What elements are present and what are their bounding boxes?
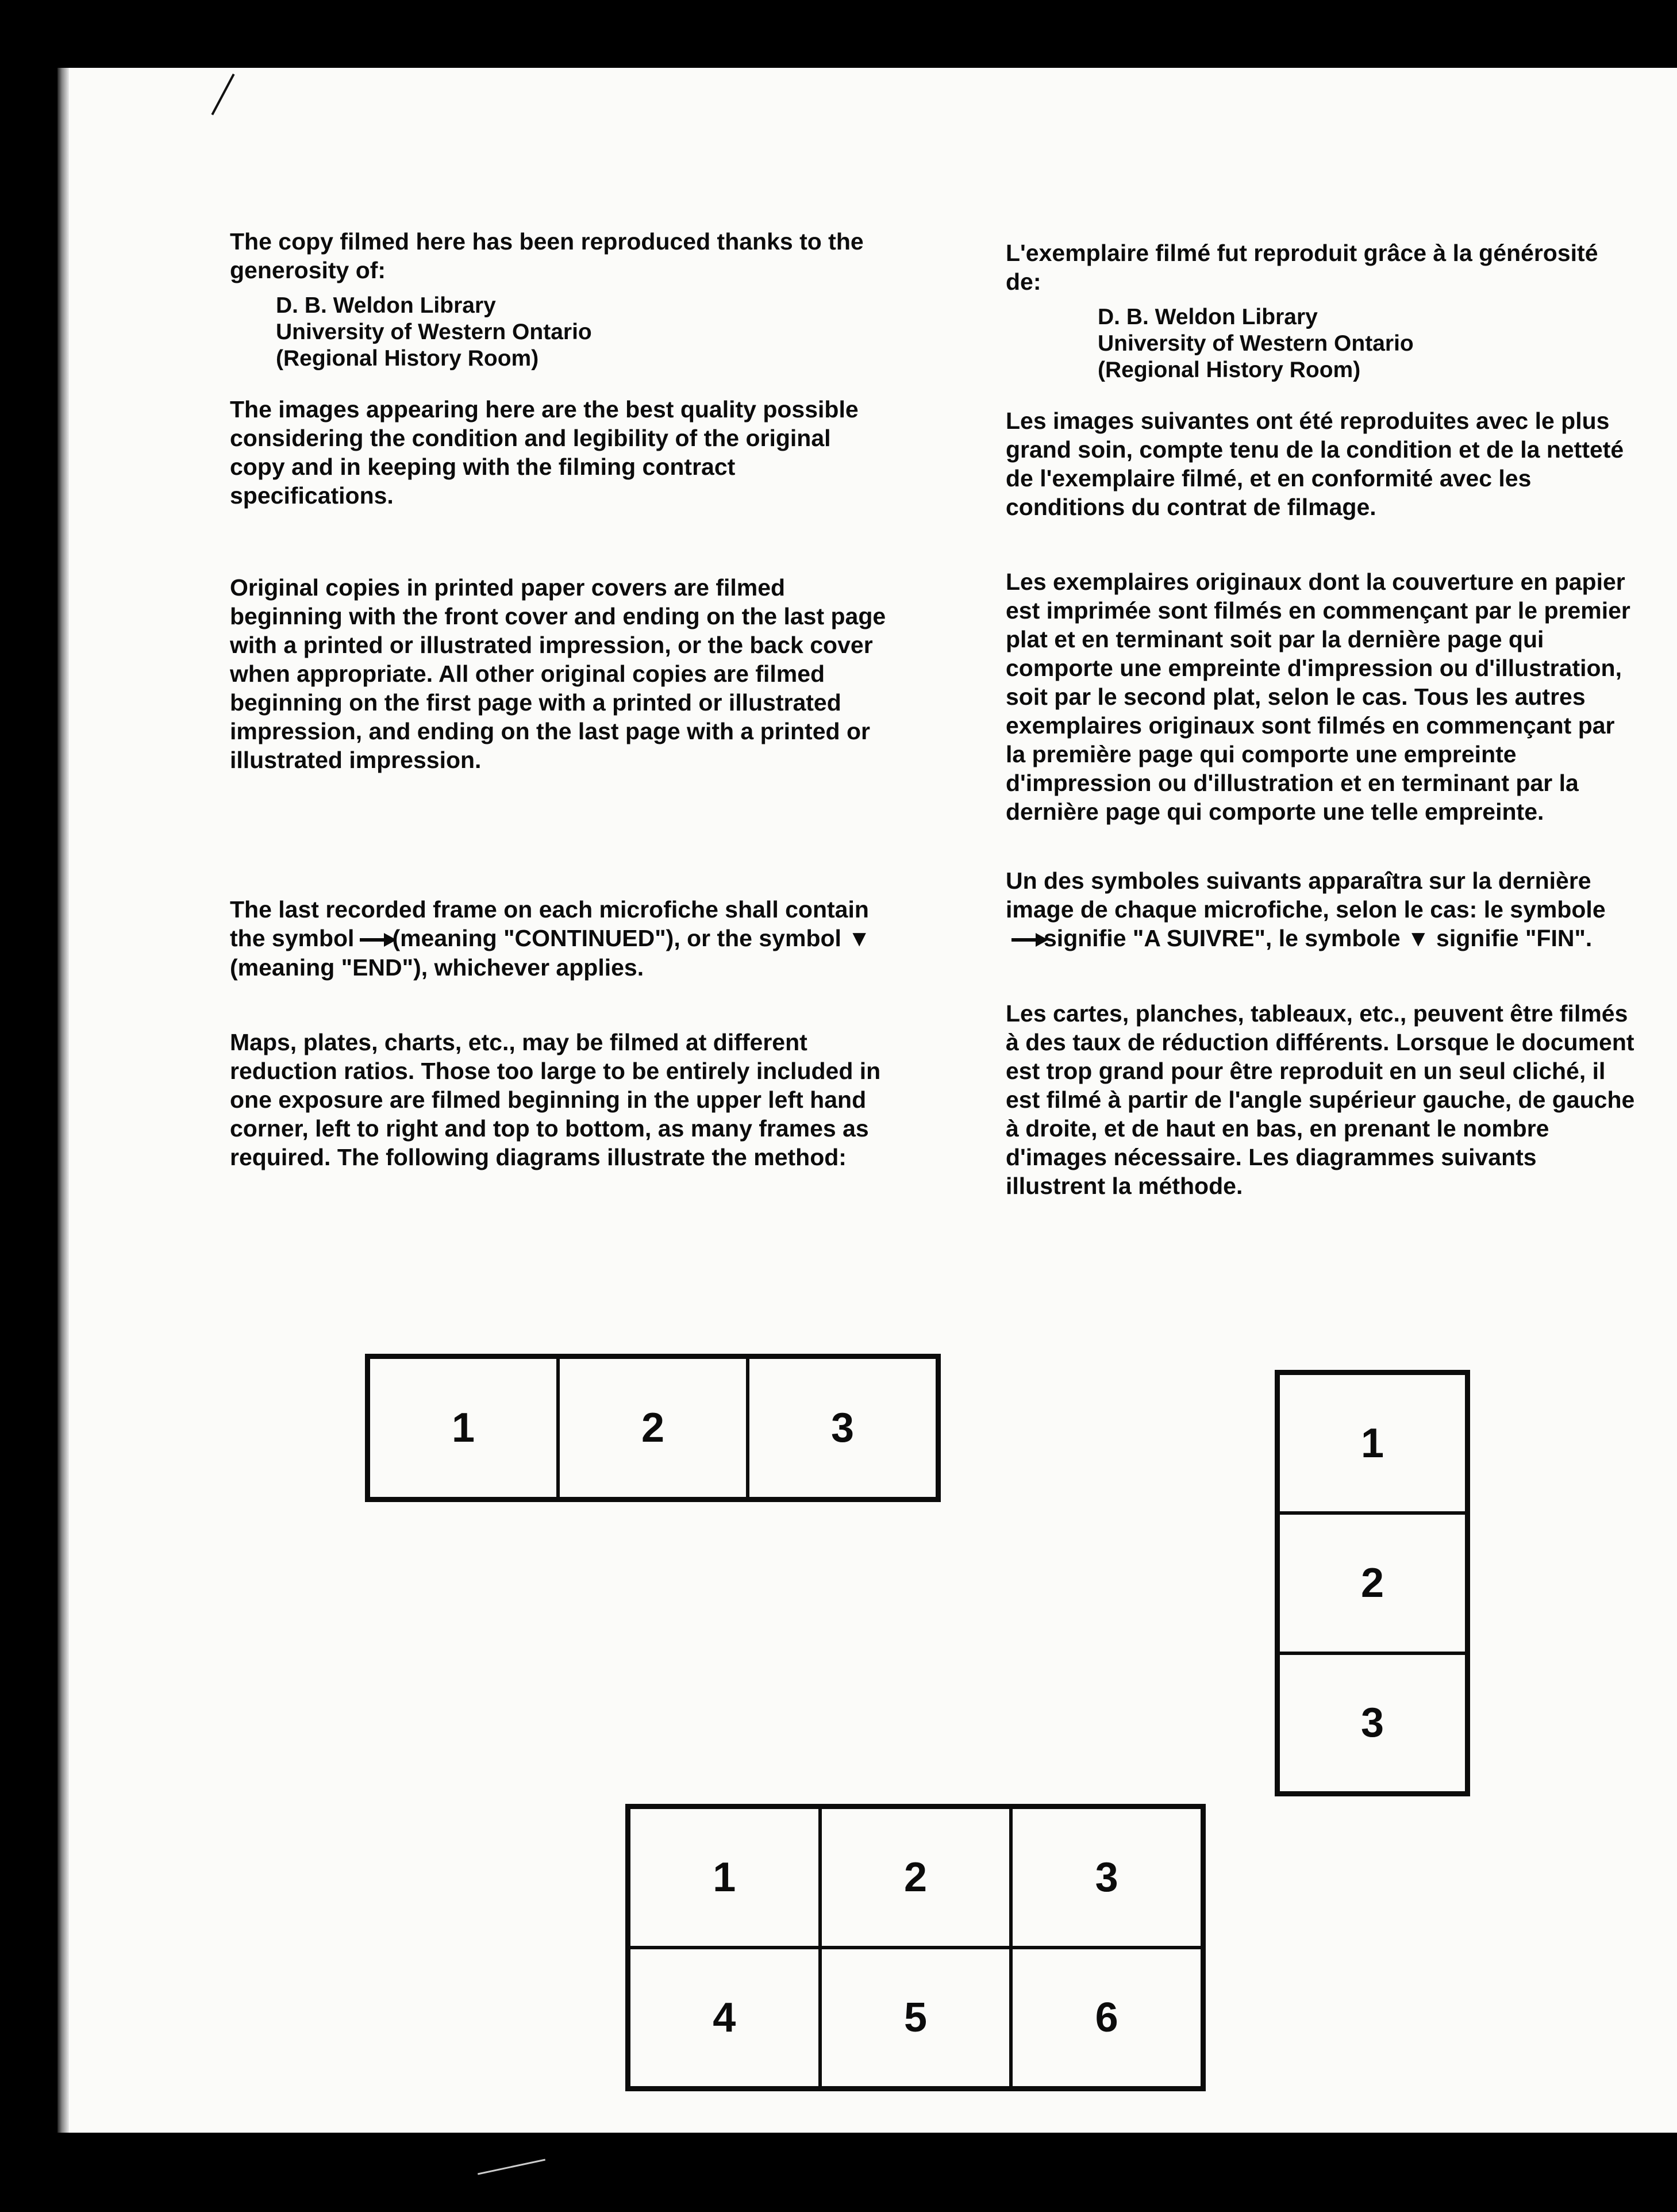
en-symbols-text-b: (meaning "CONTINUED"), or the symbol [392, 925, 841, 951]
diagram-horizontal-frames [365, 1354, 941, 1502]
fr-symbols-text-c: signifie "FIN". [1436, 925, 1593, 951]
en-credit-text: The copy filmed here has been reproduced thanks to the generosity of: [230, 228, 864, 283]
page-fold-shadow [57, 68, 69, 2133]
diagram-vertical-frames [1275, 1370, 1470, 1796]
en-symbols-text-a: The last recorded frame on each microfiche shall contain the symbol [230, 896, 869, 951]
en-originals-paragraph: Original copies in printed paper covers are filmed beginning with the front cover and ending on the last page with a printed or illustrated impression, or the back cover when appropriate. All other original copies are filmed beginning on the first page with a printed or illustrated impression, and ending on the last page with a printed or illustrated impression. [230, 574, 886, 773]
en-maps-paragraph: Maps, plates, charts, etc., may be filmed at different reduction ratios. Those too large to be entirely included in one exposure are filmed beginning in the upper left hand corner, left to right and top to bottom, as many frames as required. The following diagrams illustrate the method: [230, 1029, 881, 1170]
fr-symbols-text-a: Un des symboles suivants apparaîtra sur la dernière image de chaque microfiche, selon le cas: le symbole [1006, 867, 1606, 923]
fr-library-name: D. B. Weldon Library [1098, 305, 1318, 329]
end-triangle-icon: ▼ [1407, 926, 1430, 951]
fr-library-university: University of Western Ontario [1098, 331, 1414, 356]
en-quality-paragraph: The images appearing here are the best quality possible considering the condition and legibility of the original copy and in keeping with the filming contract specifications. [230, 396, 859, 509]
en-symbols-paragraph [230, 895, 891, 982]
fr-symbols-paragraph [1006, 866, 1638, 953]
frame-cell: 1 [629, 1807, 820, 1948]
en-symbols-text-c: (meaning "END"), whichever applies. [230, 954, 644, 981]
frame-cell: 3 [748, 1357, 937, 1499]
frame-cell: 5 [820, 1948, 1011, 2088]
fr-maps-paragraph: Les cartes, planches, tableaux, etc., peuvent être filmés à des taux de réduction différents. Lorsque le document est trop grand pour être reproduit en un seul cliché, il est filmé à partir de l'angle supérieur gauche, de gauche à droite, et de haut en bas, en prenant le nombre d'images nécessaire. Les diagrammes suivants illustrent la méthode. [1006, 1000, 1635, 1199]
film-scratch-mark [478, 2159, 545, 2175]
en-library-name: D. B. Weldon Library [276, 293, 496, 318]
end-triangle-icon: ▼ [848, 926, 871, 951]
frame-cell: 2 [558, 1357, 748, 1499]
french-column [1006, 239, 1638, 1200]
frame-cell: 3 [1278, 1653, 1467, 1793]
frame-cell: 2 [1278, 1513, 1467, 1653]
frame-cell: 6 [1011, 1948, 1202, 2088]
fr-credit-text: L'exemplaire filmé fut reproduit grâce à la générosité de: [1006, 240, 1598, 295]
frame-cell: 1 [368, 1357, 558, 1499]
frame-cell: 4 [629, 1948, 820, 2088]
en-library-block [276, 293, 891, 372]
fr-library-block [1098, 304, 1638, 383]
fr-originals-paragraph: Les exemplaires originaux dont la couverture en papier est imprimée sont filmés en commençant par le premier plat et en terminant soit par la dernière page qui comporte une empreinte d'impression ou d'illustration, soit par le second plat, selon le cas. Tous les autres exemplaires originaux sont filmés en commençant par la première page qui comporte une empreinte d'impression ou d'illustration et en terminant par la dernière page qui comporte une telle empreinte. [1006, 569, 1630, 825]
frame-cell: 3 [1011, 1807, 1202, 1948]
english-column [230, 227, 891, 1172]
fr-library-room: (Regional History Room) [1098, 358, 1361, 382]
frame-cell: 2 [820, 1807, 1011, 1948]
diagram-grid-frames [625, 1804, 1206, 2091]
continued-arrow-icon [1011, 938, 1040, 942]
frame-cell: 1 [1278, 1373, 1467, 1513]
en-library-room: (Regional History Room) [276, 346, 539, 371]
continued-arrow-icon [360, 938, 389, 942]
en-library-university: University of Western Ontario [276, 320, 592, 344]
fr-symbols-text-b: signifie "A SUIVRE", le symbole [1044, 925, 1401, 951]
fr-quality-paragraph: Les images suivantes ont été reproduites avec le plus grand soin, compte tenu de la condition et de la netteté de l'exemplaire filmé, et en conformité avec les conditions du contrat de filmage. [1006, 408, 1624, 520]
